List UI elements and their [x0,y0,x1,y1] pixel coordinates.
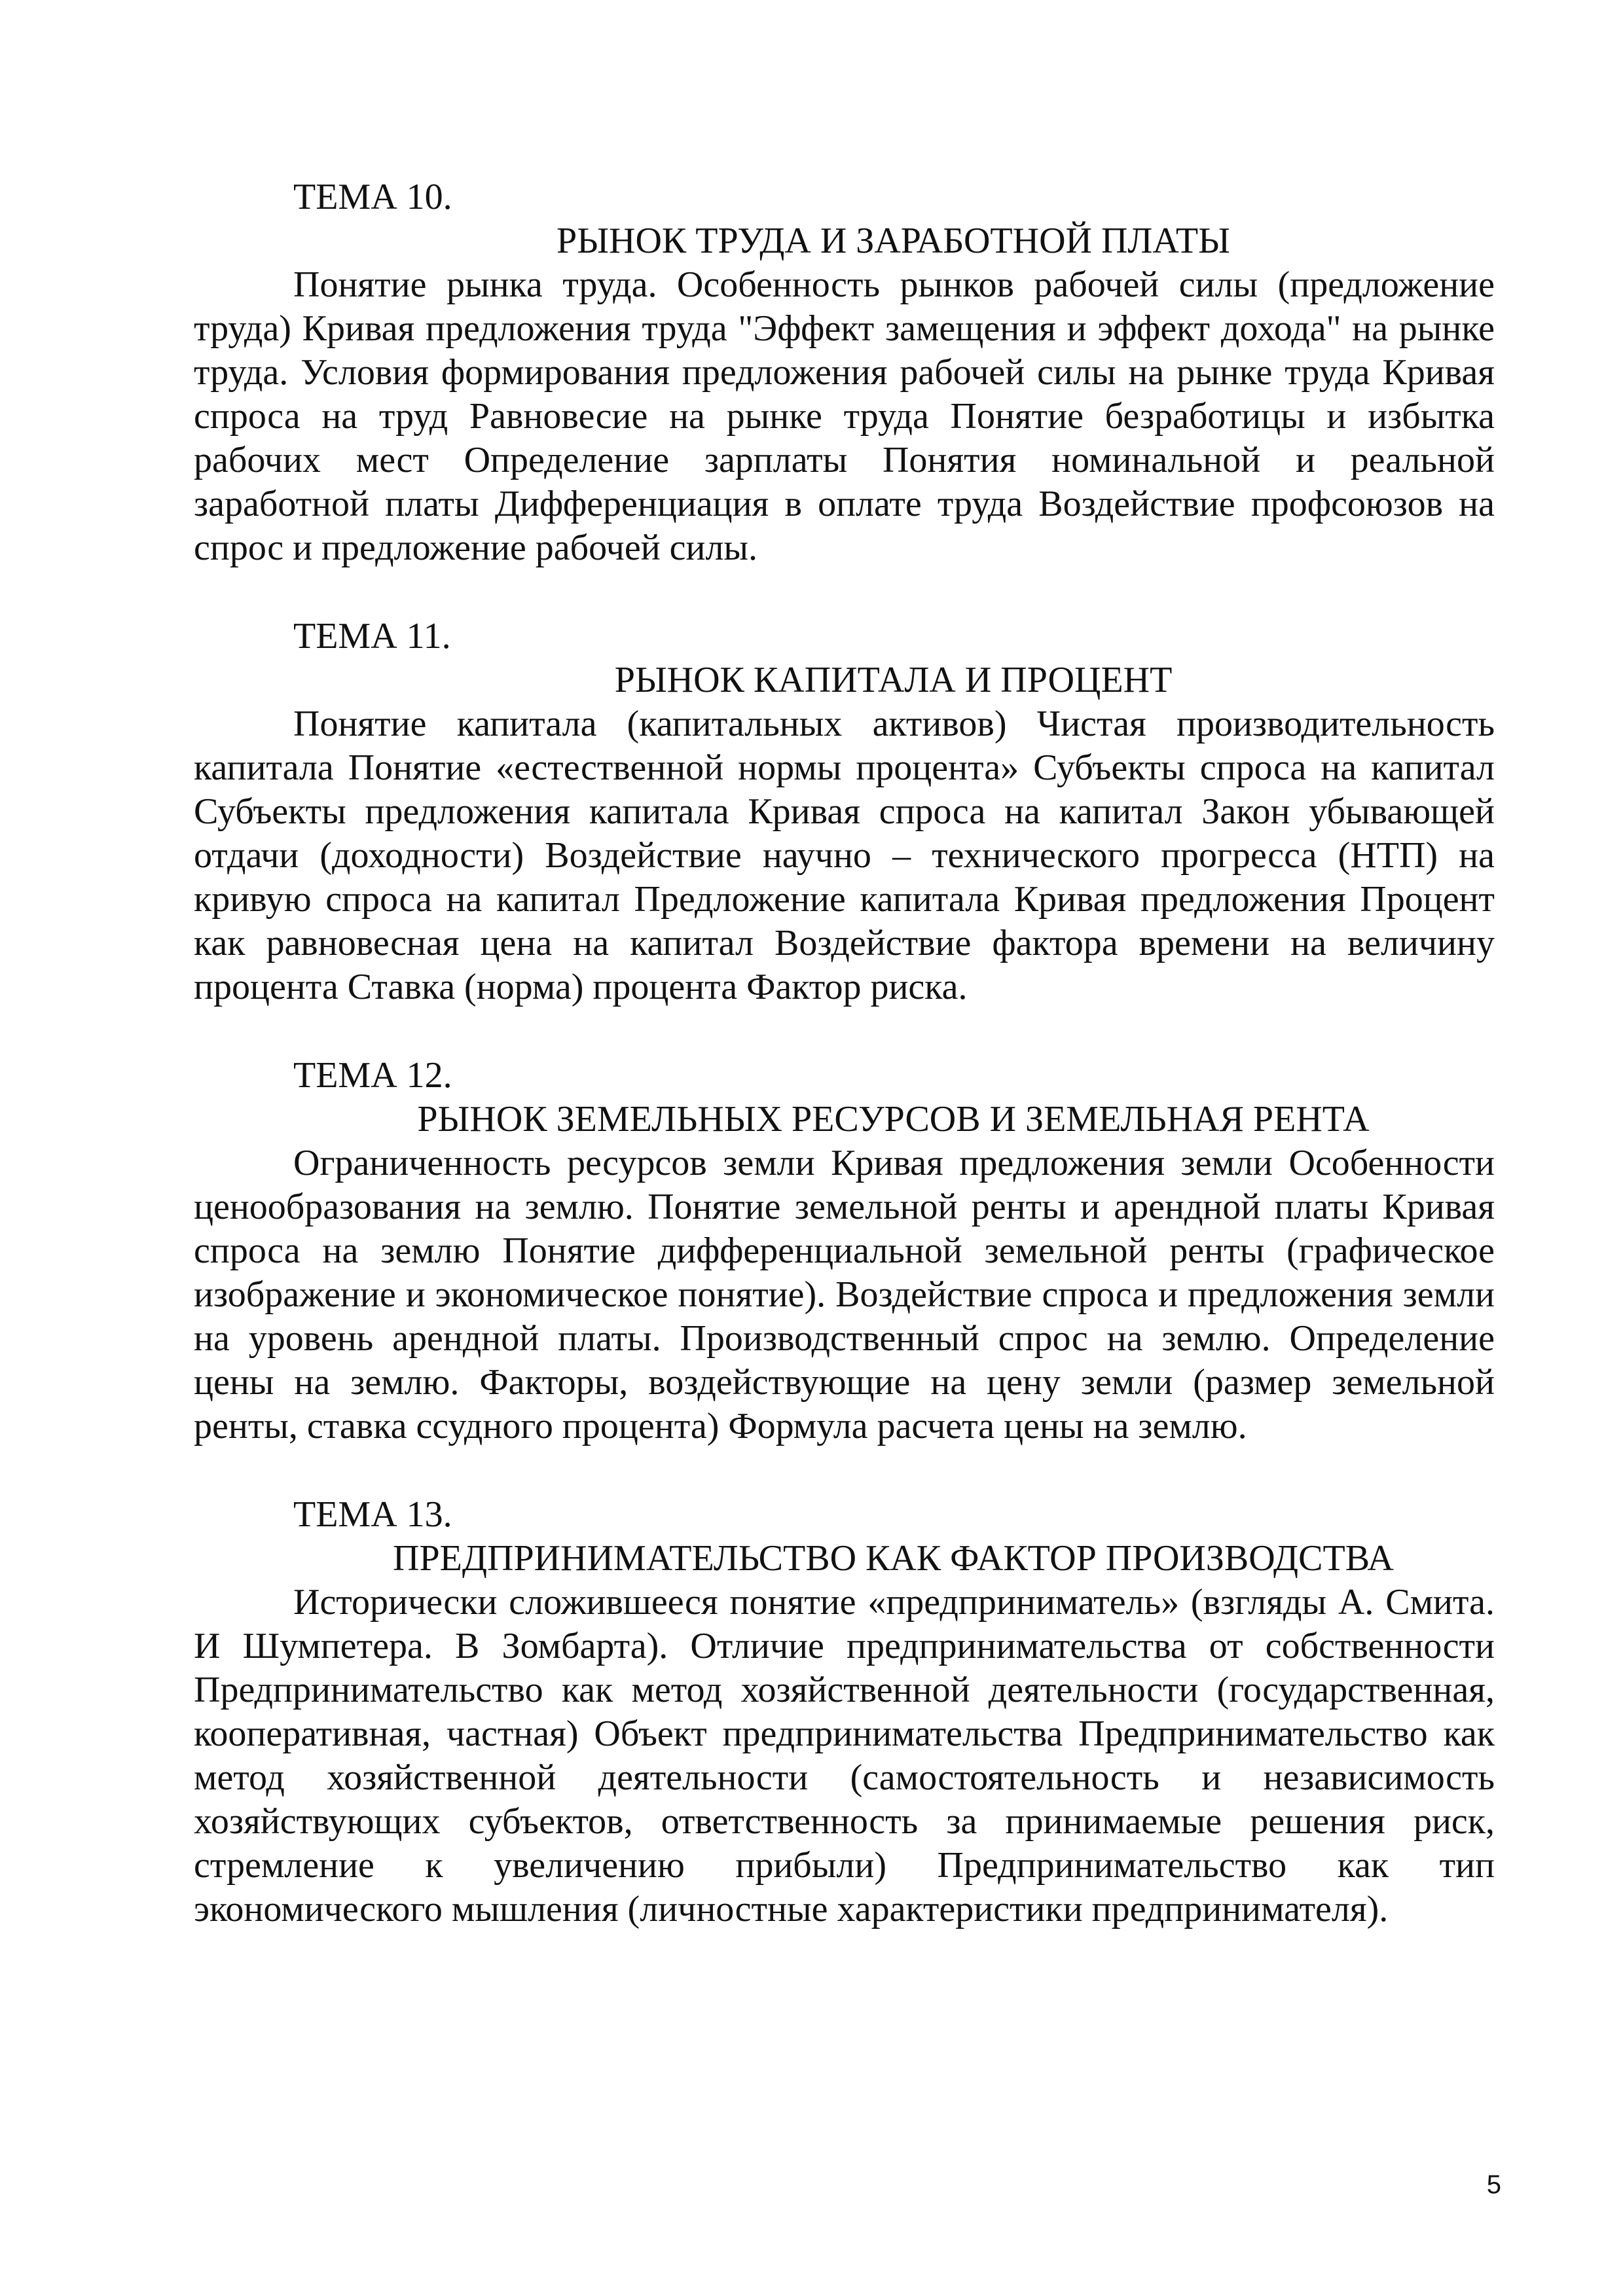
page-body [194,175,1495,1976]
topic-description: Понятие капитала (капитальных активов) Чистая производительность капитала Понятие «естественной нормы процента» Субъекты спроса на капитал Субъекты предложения капитала Кривая спроса на капитал Закон убывающей отдачи (доходности) Воздействие научно – технического прогресса (НТП) на кривую спроса на капитал Предложение капитала Кривая предложения Процент как равновесная цена на капитал Воздействие фактора времени на величину процента Ставка (норма) процента Фактор риска. [194,704,1495,1007]
page-number: 5 [1486,2170,1501,2199]
topic-title: РЫНОК КАПИТАЛА И ПРОЦЕНТ [614,660,1173,700]
topic-title: РЫНОК ТРУДА И ЗАРАБОТНОЙ ПЛАТЫ [556,221,1230,261]
topic-title: РЫНОК ЗЕМЕЛЬНЫХ РЕСУРСОВ И ЗЕМЕЛЬНАЯ РЕНТА [417,1099,1370,1139]
topic-label: ТЕМА 11. [293,616,451,656]
topic-label: ТЕМА 13. [293,1494,452,1535]
topic-section-11 [194,615,1495,1009]
topic-section-10 [194,175,1495,570]
topic-section-12 [194,1054,1495,1448]
topic-section-13 [194,1493,1495,1931]
topic-title: ПРЕДПРИНИМАТЕЛЬСТВО КАК ФАКТОР ПРОИЗВОДСТВА [393,1538,1394,1579]
topic-label: ТЕМА 12. [293,1055,452,1096]
topic-description: Исторически сложившееся понятие «предприниматель» (взгляды А. Смита. И Шумпетера. В Зомбарта). Отличие предпринимательства от собственности Предпринимательство как метод хозяйственной деятельности (государственная, кооперативная, частная) Объект предпринимательства Предпринимательство как метод хозяйственной деятельности (самостоятельность и независимость хозяйствующих субъектов, ответственность за принимаемые решения риск, стремление к увеличению прибыли) Предпринимательство как тип экономического мышления (личностные характеристики предпринимателя). [194,1582,1495,1929]
topic-label: ТЕМА 10. [293,177,452,217]
topic-description: Понятие рынка труда. Особенность рынков рабочей силы (предложение труда) Кривая предложения труда "Эффект замещения и эффект дохода" на рынке труда. Условия формирования предложения рабочей силы на рынке труда Кривая спроса на труд Равновесие на рынке труда Понятие безработицы и избытка рабочих мест Определение зарплаты Понятия номинальной и реальной заработной платы Дифференциация в оплате труда Воздействие профсоюзов на спрос и предложение рабочей силы. [194,264,1495,568]
topic-description: Ограниченность ресурсов земли Кривая предложения земли Особенности ценообразования на землю. Понятие земельной ренты и арендной платы Кривая спроса на землю Понятие дифференциальной земельной ренты (графическое изображение и экономическое понятие). Воздействие спроса и предложения земли на уровень арендной платы. Производственный спрос на землю. Определение цены на землю. Факторы, воздействующие на цену земли (размер земельной ренты, ставка ссудного процента) Формула расчета цены на землю. [194,1143,1495,1446]
